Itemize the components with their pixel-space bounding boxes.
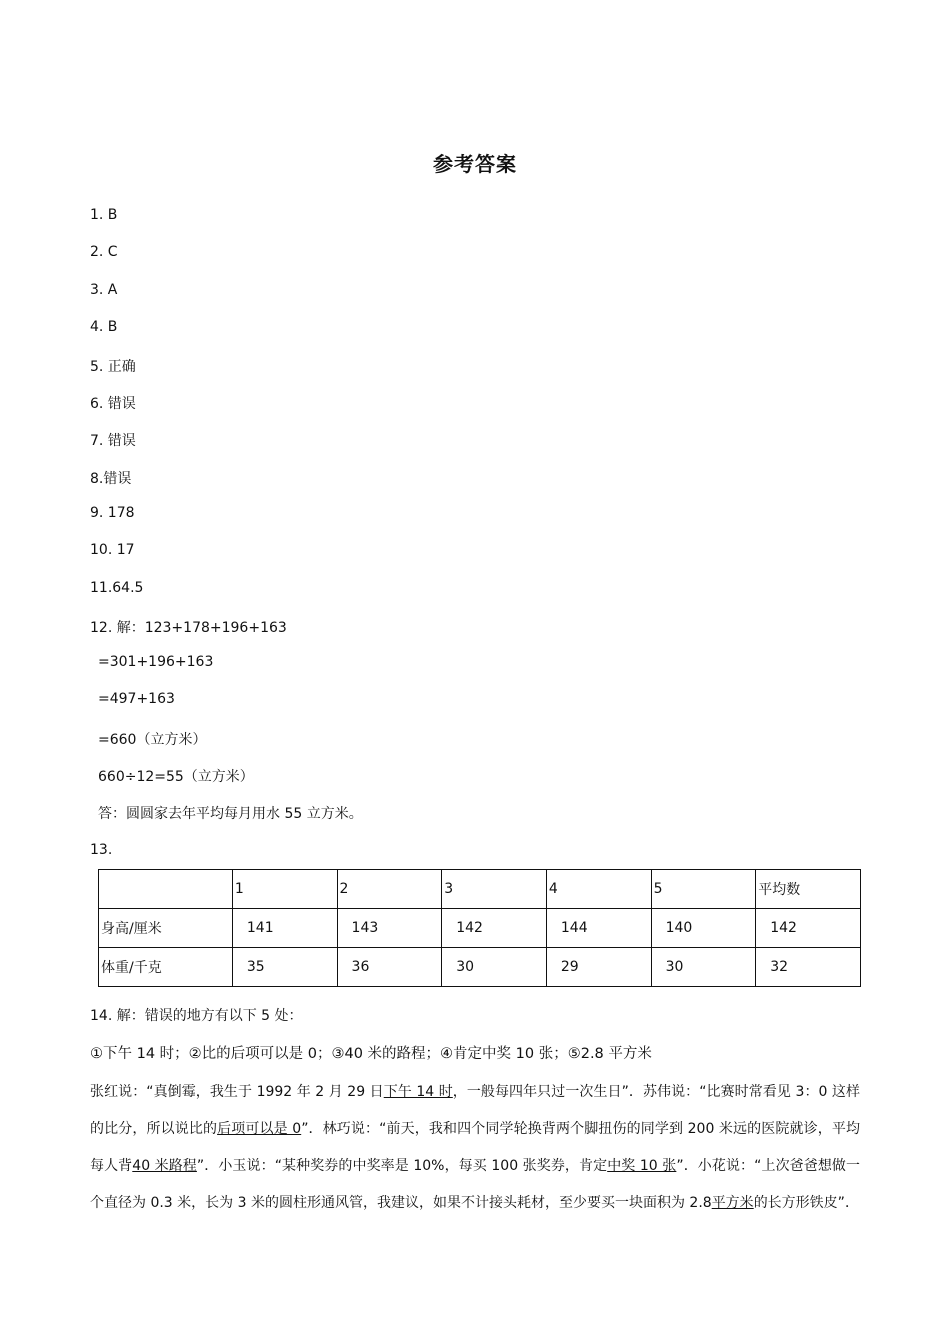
table-cell: 30 (651, 948, 756, 987)
table-header-cell: 4 (546, 870, 651, 909)
q12-step-3: =660（立方米） (98, 732, 207, 748)
answer-11: 11.64.5 (90, 580, 144, 596)
table-header-cell: 平均数 (756, 870, 861, 909)
table-header-cell: 3 (442, 870, 547, 909)
table-cell: 141 (232, 909, 337, 948)
table-header-cell: 1 (232, 870, 337, 909)
q14-underline-2: 后项可以是 0 (217, 1121, 302, 1137)
page-title: 参考答案 (433, 152, 517, 176)
answer-3: 3. A (90, 282, 118, 298)
answer-9: 9. 178 (90, 505, 135, 521)
q14-text-6: 的长方形铁皮”． (753, 1195, 859, 1211)
table-row (99, 948, 861, 987)
q14-text-3: ”．林巧说：“前天，我和四个同学轮换背两个脚扭伤的同学到 200 米远的医院就诊，平均每人背 (90, 1121, 861, 1174)
q12-intro: 12. 解：123+178+196+163 (90, 620, 287, 636)
q14-underline-4: 中奖 10 张 (607, 1158, 677, 1174)
q14-text-5: ”．小花说：“上次爸爸想做一个直径为 0.3 米，长为 3 米的圆柱形通风管，我建议，如果不计接头耗材，至少要买一块面积为 2.8 (90, 1158, 861, 1211)
answer-1: 1. B (90, 207, 118, 223)
table-cell: 140 (651, 909, 756, 948)
q13-table (98, 869, 861, 987)
q14-underline-5: 平方米 (711, 1195, 754, 1211)
q12-step-2: =497+163 (98, 691, 175, 707)
q14-text-2: ，一般每四年只过一次生日”．苏伟说：“比赛时常看见 3：0 这样的比分，所以说比的 (90, 1084, 861, 1137)
q14-error-list: ①下午 14 时；②比的后项可以是 0；③40 米的路程；④肯定中奖 10 张；⑤2.8 平方米 (90, 1046, 652, 1062)
table-cell: 142 (756, 909, 861, 948)
table-row-label: 体重/千克 (99, 948, 233, 987)
q12-step-1: =301+196+163 (98, 654, 214, 670)
table-cell: 142 (442, 909, 547, 948)
q14-text-4: ”．小玉说：“某种奖券的中奖率是 10%，每买 100 张奖券，肯定 (196, 1158, 608, 1174)
q13-label: 13. (90, 842, 113, 858)
q14-underline-1: 下午 14 时 (383, 1084, 453, 1100)
table-cell: 36 (337, 948, 442, 987)
table-row (99, 909, 861, 948)
table-cell: 144 (546, 909, 651, 948)
q12-step-4: 660÷12=55（立方米） (98, 769, 254, 785)
q14-underline-3: 40 米路程 (132, 1158, 197, 1174)
table-cell: 30 (442, 948, 547, 987)
table-cell: 29 (546, 948, 651, 987)
table-header-row (99, 870, 861, 909)
answer-8: 8.错误 (90, 471, 132, 487)
q14-text-1: 张红说：“真倒霉，我生于 1992 年 2 月 29 日 (90, 1084, 384, 1100)
table-cell: 32 (756, 948, 861, 987)
table-header-cell: 5 (651, 870, 756, 909)
table-row-label: 身高/厘米 (99, 909, 233, 948)
q14-intro: 14. 解：错误的地方有以下 5 处： (90, 1008, 303, 1024)
answer-7: 7. 错误 (90, 433, 136, 449)
answer-5: 5. 正确 (90, 359, 136, 375)
table-header-cell (99, 870, 233, 909)
answer-6: 6. 错误 (90, 396, 136, 412)
table-cell: 35 (232, 948, 337, 987)
q14-paragraph (90, 1074, 860, 1222)
table-cell: 143 (337, 909, 442, 948)
answer-4: 4. B (90, 319, 118, 335)
table-header-cell: 2 (337, 870, 442, 909)
q12-answer: 答：圆圆家去年平均每月用水 55 立方米。 (98, 806, 363, 822)
answer-2: 2. C (90, 244, 118, 260)
answer-10: 10. 17 (90, 542, 135, 558)
